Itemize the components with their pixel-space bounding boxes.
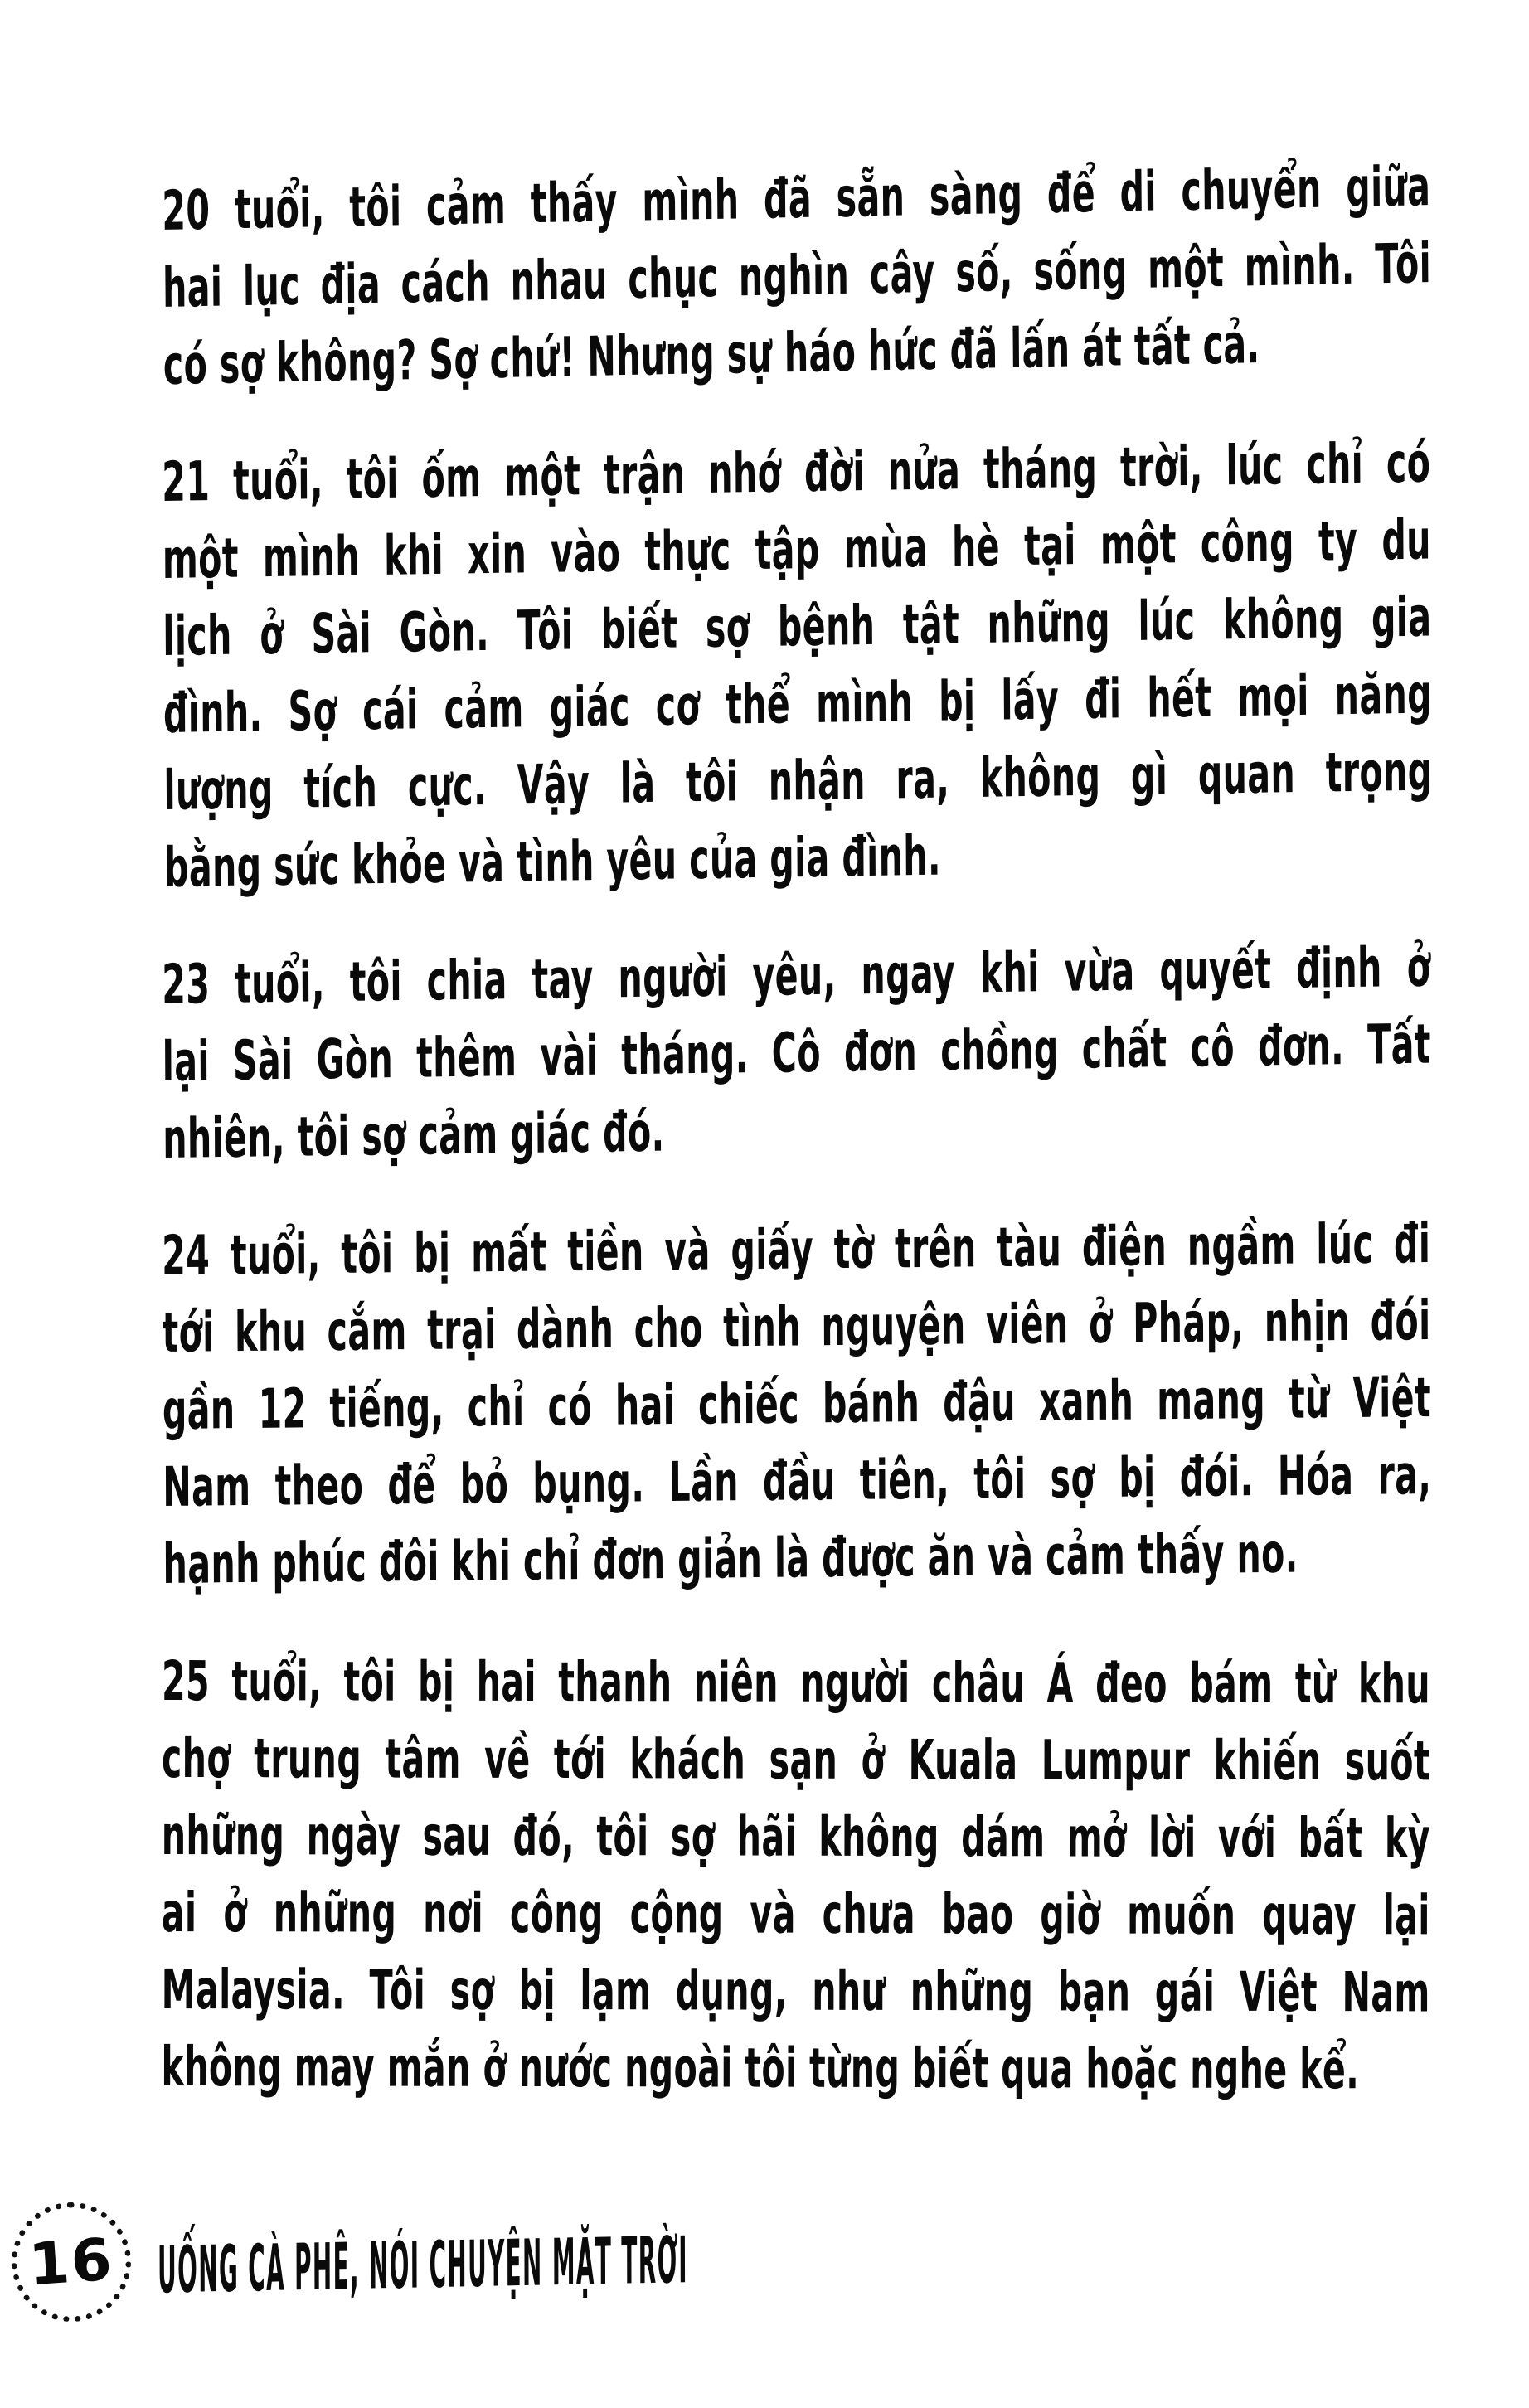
book-title: UỐNG CÀ PHÊ, NÓI CHUYỆN MẶT TRỜI <box>158 2221 689 2308</box>
paragraph <box>162 1205 1432 1603</box>
text-line: 24 tuổi, tôi bị mất tiền và giấy tờ trên tàu điện ngầm lúc đi <box>162 1211 1431 1288</box>
text-line: chợ trung tâm về tới khách sạn ở Kuala Lumpur khiến suốt <box>161 1726 1430 1794</box>
text-line: những ngày sau đó, tôi sợ hãi không dám mở lời với bất kỳ <box>161 1803 1430 1871</box>
text-line: không may mắn ở nước ngoài tôi từng biết qua hoặc nghe kể. <box>161 2034 1360 2102</box>
text-line: lại Sài Gòn thêm vài tháng. Cô đơn chồng chất cô đơn. Tất <box>162 1012 1431 1094</box>
text-line: 20 tuổi, tôi cảm thấy mình đã sẵn sàng để di chuyển giữa <box>162 154 1431 243</box>
text-line: Malaysia. Tôi sợ bị lạm dụng, như những bạn gái Việt Nam <box>161 1957 1430 2025</box>
text-line: 23 tuổi, tôi chia tay người yêu, ngay khi vừa quyết định ở <box>162 935 1431 1017</box>
text-line: ai ở những nơi công cộng và chưa bao giờ muốn quay lại <box>161 1880 1430 1948</box>
text-line: nhiên, tôi sợ cảm giác đó. <box>163 1100 665 1171</box>
body-text <box>161 154 1433 2145</box>
text-line: lượng tích cực. Vậy là tôi nhận ra, không gì quan trọng <box>163 739 1433 823</box>
page-number-badge <box>12 2202 131 2322</box>
text-line: gần 12 tiếng, chỉ có hai chiếc bánh đậu xanh mang từ Việt <box>162 1366 1432 1442</box>
text-line: bằng sức khỏe và tình yêu của gia đình. <box>163 823 942 900</box>
text-line: 21 tuổi, tôi ốm một trận nhớ đời nửa tháng trời, lúc chỉ có <box>162 430 1431 514</box>
text-line: tới khu cắm trại dành cho tình nguyện viên ở Pháp, nhịn đói <box>162 1289 1431 1365</box>
text-line: hai lục địa cách nhau chục nghìn cây số, sống một mình. Tôi <box>162 231 1432 320</box>
text-line: đình. Sợ cái cảm giác cơ thể mình bị lấy đi hết mọi năng <box>163 662 1433 745</box>
paragraph <box>162 929 1431 1177</box>
text-line: có sợ không? Sợ chứ! Nhưng sự háo hức đã lấn át tất cả. <box>163 312 1260 397</box>
paragraph <box>162 424 1433 905</box>
text-line: một mình khi xin vào thực tập mùa hè tại một công ty du <box>162 507 1432 591</box>
text-line: Nam theo để bỏ bụng. Lần đầu tiên, tôi sợ bị đói. Hóa ra, <box>163 1443 1432 1519</box>
text-line: lịch ở Sài Gòn. Tôi biết sợ bệnh tật những lúc không gia <box>163 585 1432 668</box>
text-line: 25 tuổi, tôi bị hai thanh niên người châu Á đeo bám từ khu <box>161 1649 1431 1716</box>
paragraph <box>162 1643 1431 2108</box>
page-number: 16 <box>27 2225 116 2299</box>
footer <box>158 2221 1337 2308</box>
paragraph <box>162 148 1432 404</box>
text-line: hạnh phúc đôi khi chỉ đơn giản là được ăn và cảm thấy no. <box>163 1521 1298 1596</box>
